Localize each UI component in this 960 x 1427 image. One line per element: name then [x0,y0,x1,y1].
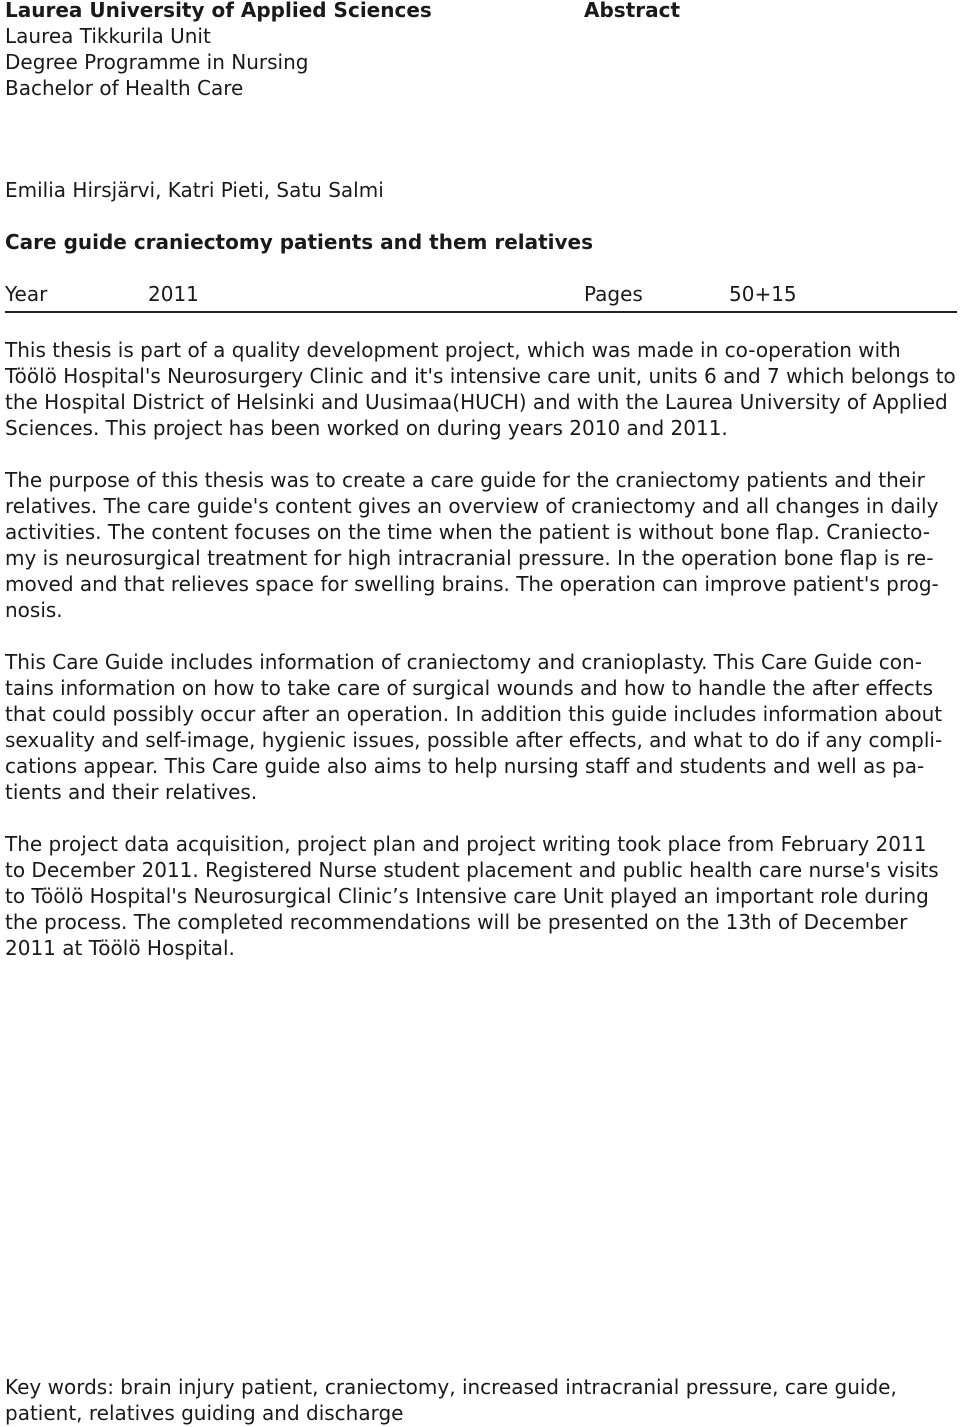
text-line: my is neurosurgical treatment for high intracranial pressure. In the operation bone flap is re- [5,546,934,570]
text-line: nosis. [5,598,63,622]
university-name: Laurea University of Applied Sciences [5,0,432,22]
text-line: tains information on how to take care of surgical wounds and how to handle the after effects [5,676,934,700]
text-line: cations appear. This Care guide also aims to help nursing staff and students and well as pa- [5,754,925,778]
text-line: 2011 at Töölö Hospital. [5,936,235,960]
text-line: to Töölö Hospital's Neurosurgical Clinic’s Intensive care Unit played an important role during [5,884,929,908]
text-line: the Hospital District of Helsinki and Uusimaa(HUCH) and with the Laurea University of Applied [5,390,948,414]
section-block [584,0,680,23]
programme-name: Degree Programme in Nursing [5,50,309,74]
text-line: This thesis is part of a quality development project, which was made in co-operation with [5,338,901,362]
degree-name: Bachelor of Health Care [5,76,244,100]
authors-line: Emilia Hirsjärvi, Katri Pieti, Satu Salmi [5,178,384,202]
keywords-block [5,1374,951,1426]
text-line: The project data acquisition, project plan and project writing took place from February 2011 [5,832,927,856]
text-line: Sciences. This project has been worked on during years 2010 and 2011. [5,416,728,440]
year-value: 2011 [148,282,199,306]
text-line: The purpose of this thesis was to create a care guide for the craniectomy patients and their [5,468,925,492]
meta-row [5,281,957,313]
unit-name: Laurea Tikkurila Unit [5,24,211,48]
year-label: Year [5,282,48,306]
text-line: relatives. The care guide's content gives an overview of craniectomy and all changes in daily [5,494,939,518]
paragraph-guide-contents [5,649,951,805]
paragraph-purpose [5,467,951,623]
text-line: that could possibly occur after an operation. In addition this guide includes information about [5,702,943,726]
text-line: activities. The content focuses on the time when the patient is without bone flap. Craniecto- [5,520,930,544]
section-title: Abstract [584,0,681,22]
thesis-title: Care guide craniectomy patients and them relatives [5,230,594,254]
text-line: the process. The completed recommendations will be presented on the 13th of December [5,910,908,934]
keywords-line: Key words: brain injury patient, craniectomy, increased intracranial pressure, care guide, [5,1375,897,1399]
text-line: to December 2011. Registered Nurse student placement and public health care nurse's visits [5,858,939,882]
text-line: This Care Guide includes information of craniectomy and cranioplasty. This Care Guide con- [5,650,922,674]
text-line: Töölö Hospital's Neurosurgery Clinic and it's intensive care unit, units 6 and 7 which belongs to [5,364,956,388]
text-line: sexuality and self-image, hygienic issues, possible after effects, and what to do if any compli- [5,728,943,752]
pages-value: 50+15 [729,282,797,306]
pages-label: Pages [584,282,643,306]
abstract-body [5,337,956,987]
institution-block [5,0,565,101]
keywords-line: patient, relatives guiding and discharge [5,1401,404,1425]
paragraph-project-context [5,337,956,441]
text-line: tients and their relatives. [5,780,258,804]
paragraph-timeline [5,831,951,961]
text-line: moved and that relieves space for swelling brains. The operation can improve patient's prog- [5,572,939,596]
